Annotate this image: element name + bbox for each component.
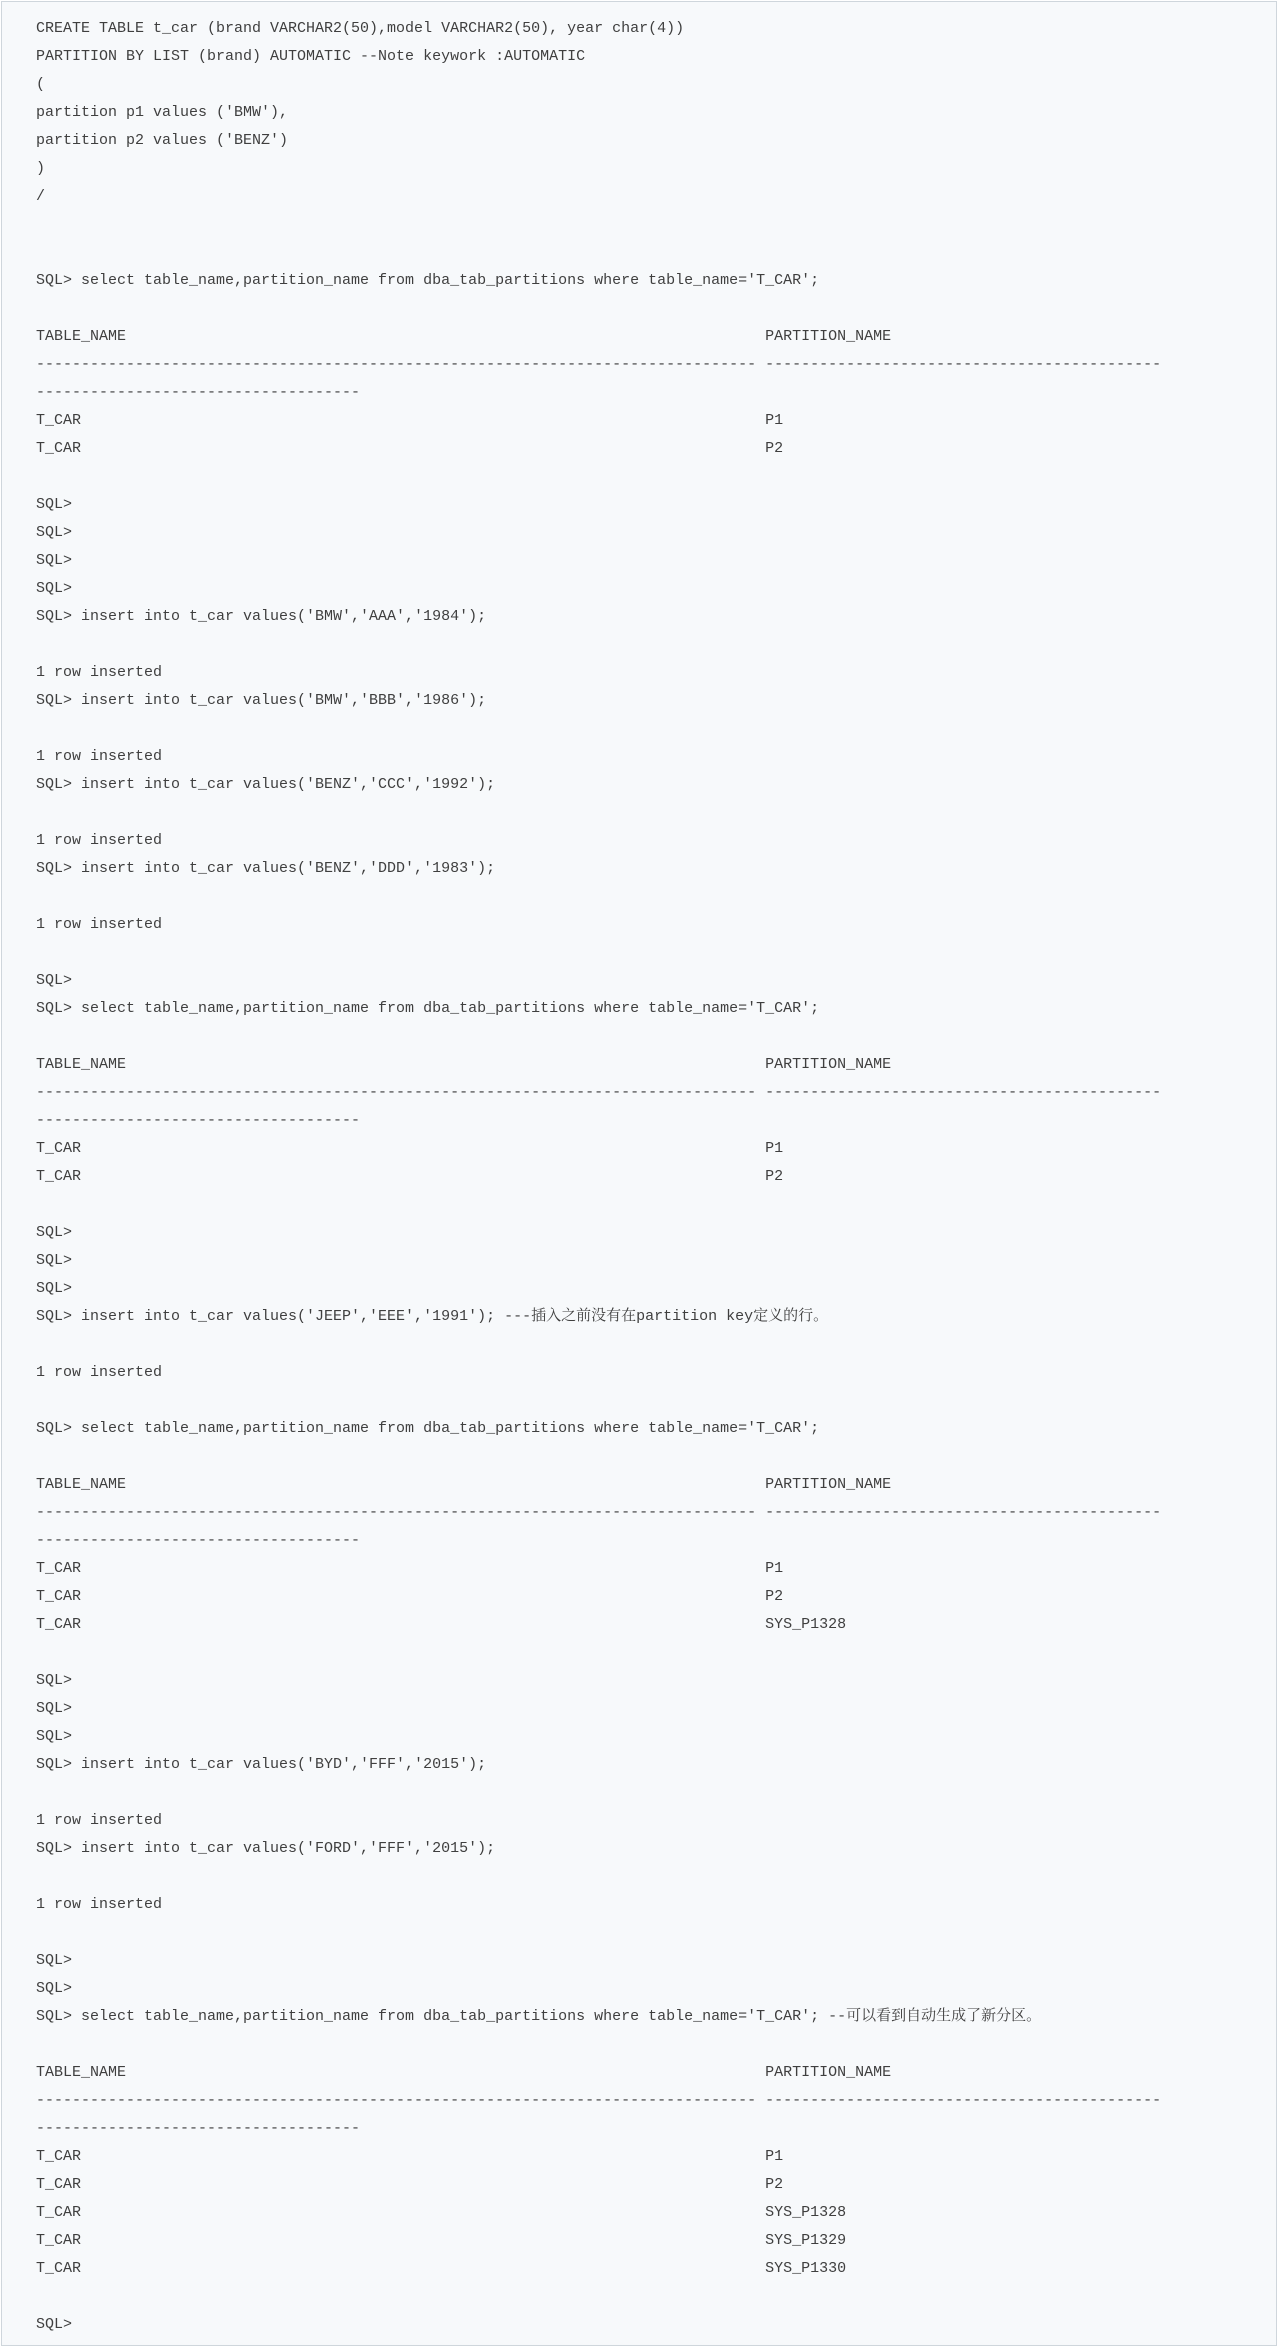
- code-line: ------------------------------------: [36, 1532, 361, 1549]
- code-line: 1 row inserted: [36, 832, 163, 849]
- code-line: 1 row inserted: [36, 916, 163, 933]
- code-line: [36, 715, 1276, 743]
- code-line: [36, 295, 1276, 323]
- code-line: [36, 883, 1276, 911]
- code-line: T_CAR P1: [36, 412, 784, 429]
- code-line: SQL> insert into t_car values('BENZ','DDD','1983');: [36, 860, 496, 877]
- code-line: SQL>: [36, 1700, 73, 1717]
- code-line: SQL>: [36, 1980, 73, 1997]
- code-line: SQL>: [36, 580, 73, 597]
- code-line: SQL> select table_name,partition_name from dba_tab_partitions where table_name='T_CAR'; --可以看到自动生成了新分区。: [36, 2008, 1042, 2025]
- code-line: partition p1 values ('BMW'),: [36, 104, 289, 121]
- code-block: [1, 1, 1277, 2346]
- code-line: PARTITION BY LIST (brand) AUTOMATIC --Note keywork :AUTOMATIC: [36, 48, 586, 65]
- code-line: T_CAR P1: [36, 2148, 784, 2165]
- code-line: SQL>: [36, 1280, 73, 1297]
- code-line: -------------------------------------------------------------------------------- --------------------------------------------: [36, 1084, 1162, 1101]
- code-line: SQL> select table_name,partition_name from dba_tab_partitions where table_name='T_CAR';: [36, 1000, 820, 1017]
- code-line: T_CAR P2: [36, 1168, 784, 1185]
- code-line: [36, 211, 1276, 239]
- code-line: CREATE TABLE t_car (brand VARCHAR2(50),model VARCHAR2(50), year char(4)): [36, 20, 685, 37]
- code-line: TABLE_NAME PARTITION_NAME: [36, 1056, 892, 1073]
- code-line: SQL> insert into t_car values('FORD','FFF','2015');: [36, 1840, 496, 1857]
- code-line: SQL>: [36, 1224, 73, 1241]
- code-line: -------------------------------------------------------------------------------- --------------------------------------------: [36, 356, 1162, 373]
- code-line: T_CAR SYS_P1328: [36, 1616, 847, 1633]
- code-line: SQL> select table_name,partition_name from dba_tab_partitions where table_name='T_CAR';: [36, 272, 820, 289]
- code-line: T_CAR SYS_P1328: [36, 2204, 847, 2221]
- code-line: SQL>: [36, 496, 73, 513]
- code-line: TABLE_NAME PARTITION_NAME: [36, 2064, 892, 2081]
- code-line: [36, 1331, 1276, 1359]
- code-line: T_CAR P2: [36, 2176, 784, 2193]
- code-line: [36, 1191, 1276, 1219]
- code-line: [36, 799, 1276, 827]
- code-line: 1 row inserted: [36, 1364, 163, 1381]
- code-line: -------------------------------------------------------------------------------- --------------------------------------------: [36, 1504, 1162, 1521]
- code-line: [36, 1387, 1276, 1415]
- code-line: 1 row inserted: [36, 1812, 163, 1829]
- code-line: [36, 463, 1276, 491]
- code-line: SQL>: [36, 1672, 73, 1689]
- code-line: SQL>: [36, 2316, 73, 2333]
- code-line: [36, 1863, 1276, 1891]
- code-line: [36, 2283, 1276, 2311]
- code-line: SQL> select table_name,partition_name from dba_tab_partitions where table_name='T_CAR';: [36, 1420, 820, 1437]
- code-line: SQL> insert into t_car values('BMW','AAA','1984');: [36, 608, 487, 625]
- code-line: [36, 939, 1276, 967]
- code-listing: [2, 2, 1276, 2339]
- code-line: SQL> insert into t_car values('BMW','BBB','1986');: [36, 692, 487, 709]
- code-line: ------------------------------------: [36, 384, 361, 401]
- code-line: [36, 2031, 1276, 2059]
- code-line: SQL>: [36, 1728, 73, 1745]
- code-line: T_CAR P2: [36, 440, 784, 457]
- code-line: SQL> insert into t_car values('BENZ','CCC','1992');: [36, 776, 496, 793]
- code-line: SQL>: [36, 1252, 73, 1269]
- code-line: TABLE_NAME PARTITION_NAME: [36, 1476, 892, 1493]
- code-line: -------------------------------------------------------------------------------- --------------------------------------------: [36, 2092, 1162, 2109]
- code-line: [36, 1919, 1276, 1947]
- code-line: partition p2 values ('BENZ'): [36, 132, 289, 149]
- code-line: SQL>: [36, 972, 73, 989]
- code-line: (: [36, 76, 46, 93]
- code-line: 1 row inserted: [36, 1896, 163, 1913]
- code-line: [36, 1443, 1276, 1471]
- code-line: ------------------------------------: [36, 2120, 361, 2137]
- code-line: [36, 1779, 1276, 1807]
- code-line: ------------------------------------: [36, 1112, 361, 1129]
- code-line: ): [36, 160, 46, 177]
- code-line: SQL>: [36, 1952, 73, 1969]
- code-line: SQL>: [36, 524, 73, 541]
- code-line: [36, 1023, 1276, 1051]
- code-line: 1 row inserted: [36, 748, 163, 765]
- code-line: [36, 631, 1276, 659]
- code-line: T_CAR P1: [36, 1560, 784, 1577]
- code-line: T_CAR P1: [36, 1140, 784, 1157]
- code-line: 1 row inserted: [36, 664, 163, 681]
- code-line: T_CAR P2: [36, 1588, 784, 1605]
- code-line: T_CAR SYS_P1330: [36, 2260, 847, 2277]
- code-line: T_CAR SYS_P1329: [36, 2232, 847, 2249]
- code-line: [36, 1639, 1276, 1667]
- code-line: TABLE_NAME PARTITION_NAME: [36, 328, 892, 345]
- code-line: SQL>: [36, 552, 73, 569]
- code-line: /: [36, 188, 46, 205]
- code-line: [36, 239, 1276, 267]
- code-line: SQL> insert into t_car values('JEEP','EEE','1991'); ---插入之前没有在partition key定义的行。: [36, 1308, 829, 1325]
- code-line: SQL> insert into t_car values('BYD','FFF','2015');: [36, 1756, 487, 1773]
